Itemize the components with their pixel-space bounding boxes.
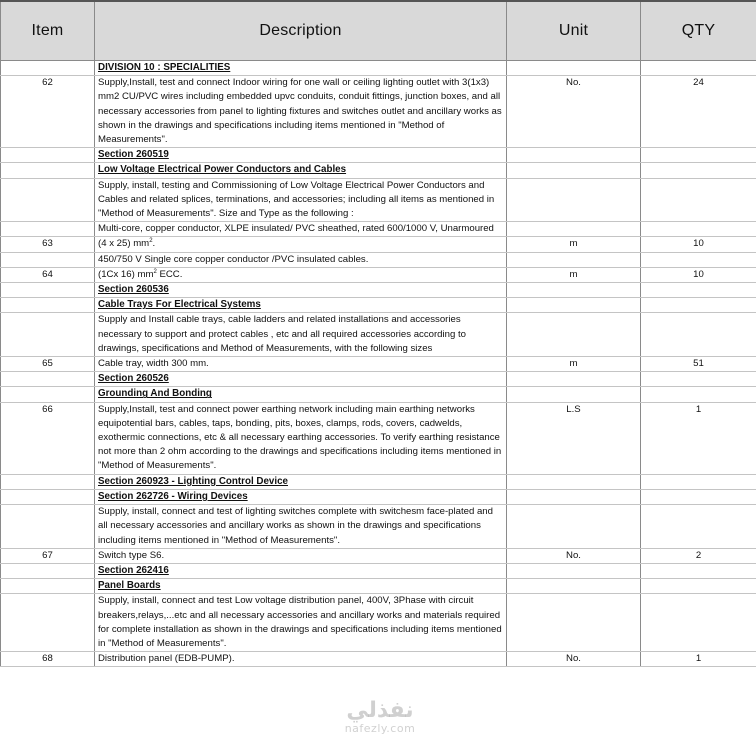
- section-heading: Grounding And Bonding: [98, 388, 212, 400]
- description-text: 450/750 V Single core copper conductor /PVC insulated cables.: [98, 253, 369, 265]
- item-number-cell: [1, 252, 95, 267]
- section-heading-cell: [95, 163, 507, 178]
- section-heading: Section 260526: [98, 373, 169, 385]
- item-number-cell: [1, 178, 95, 222]
- header-qty: QTY: [641, 1, 756, 61]
- section-heading: Low Voltage Electrical Power Conductors and Cables: [98, 164, 347, 176]
- section-heading: Section 262416: [98, 564, 169, 576]
- description-cell: [95, 594, 507, 652]
- description-text: Distribution panel (EDB-PUMP).: [98, 653, 235, 665]
- section-heading: DIVISION 10 : SPECIALITIES: [98, 62, 231, 73]
- table-row: [1, 237, 756, 252]
- item-number-cell: [1, 594, 95, 652]
- watermark: [330, 700, 430, 735]
- table-row: [1, 61, 756, 76]
- item-number-cell: [1, 387, 95, 402]
- qty-cell: [641, 313, 756, 357]
- description-suffix: ECC.: [156, 268, 183, 280]
- description-cell: [95, 313, 507, 357]
- table-row: [1, 563, 756, 578]
- header-row: [1, 1, 756, 61]
- description-text: Supply, install, connect and test Low voltage distribution panel, 400V, 3Phase with circuit breakers,relays,...etc and all necessary accessories and ancillary works and materials required for complete installation as shown in the drawings and specifications including items mentioned in "Method of Measurements".: [98, 595, 502, 649]
- item-number-cell: 63: [1, 237, 95, 252]
- table-row: [1, 652, 756, 667]
- table-row: [1, 357, 756, 372]
- unit-cell: [507, 505, 641, 549]
- description-cell: [95, 237, 507, 252]
- section-heading: Section 260519: [98, 149, 169, 161]
- unit-cell: L.S: [507, 402, 641, 474]
- qty-cell: [641, 594, 756, 652]
- unit-cell: No.: [507, 76, 641, 148]
- header-description: Description: [95, 1, 507, 61]
- section-heading: Section 262726 - Wiring Devices: [98, 490, 248, 502]
- item-number-cell: [1, 298, 95, 313]
- table-row: [1, 594, 756, 652]
- unit-cell: [507, 222, 641, 237]
- item-number-cell: [1, 61, 95, 76]
- description-text: (1Cx 16) mm: [98, 268, 154, 280]
- table-row: [1, 474, 756, 489]
- item-number-cell: [1, 579, 95, 594]
- section-heading-cell: [95, 148, 507, 163]
- section-heading: Section 260536: [98, 284, 169, 296]
- table-row: [1, 298, 756, 313]
- description-cell: [95, 267, 507, 282]
- table-row: [1, 252, 756, 267]
- description-text: Switch type S6.: [98, 549, 165, 561]
- qty-cell: 10: [641, 237, 756, 252]
- section-heading-cell: [95, 387, 507, 402]
- table-row: [1, 222, 756, 237]
- description-cell: [95, 548, 507, 563]
- qty-cell: 10: [641, 267, 756, 282]
- qty-cell: [641, 298, 756, 313]
- item-number-cell: 65: [1, 357, 95, 372]
- unit-cell: m: [507, 267, 641, 282]
- item-number-cell: [1, 313, 95, 357]
- qty-cell: 2: [641, 548, 756, 563]
- unit-cell: [507, 313, 641, 357]
- section-heading-cell: [95, 563, 507, 578]
- qty-cell: 24: [641, 76, 756, 148]
- unit-cell: [507, 372, 641, 387]
- section-heading: Section 260923 - Lighting Control Device: [98, 475, 288, 487]
- section-heading: Cable Trays For Electrical Systems: [98, 299, 261, 311]
- unit-superscript: 2: [153, 268, 157, 275]
- qty-cell: [641, 283, 756, 298]
- section-heading-cell: [95, 61, 507, 76]
- unit-cell: [507, 579, 641, 594]
- table-row: [1, 387, 756, 402]
- unit-cell: No.: [507, 548, 641, 563]
- unit-cell: [507, 61, 641, 76]
- description-text: Supply,Install, test and connect power earthing network including main earthing networks equipotential bars, cables, taps, bonding, pits, boxes, clamps, rods, covers, cadwelds, exothermic connections, etc & all necessary earthing accessories. To verify earthing resistance not more than 2 ohm according to the drawings and specifications including items mentioned in "Method of Measurements".: [98, 403, 502, 472]
- watermark-url: nafezly.com: [344, 722, 416, 735]
- description-cell: [95, 222, 507, 237]
- item-number-cell: 64: [1, 267, 95, 282]
- table-row: [1, 579, 756, 594]
- unit-cell: m: [507, 357, 641, 372]
- unit-cell: [507, 148, 641, 163]
- description-text: Supply, install, connect and test of lighting switches complete with switchesm face-plated and all necessary accessories and ancillary works as shown in the drawings and specifications including items mentioned in "Method of Measurements".: [98, 506, 493, 546]
- table-row: [1, 148, 756, 163]
- unit-cell: [507, 283, 641, 298]
- description-cell: [95, 402, 507, 474]
- item-number-cell: [1, 489, 95, 504]
- section-heading-cell: [95, 372, 507, 387]
- description-suffix: .: [152, 238, 156, 250]
- table-row: [1, 402, 756, 474]
- header-item: Item: [1, 1, 95, 61]
- table-row: [1, 489, 756, 504]
- header-unit: Unit: [507, 1, 641, 61]
- qty-cell: [641, 474, 756, 489]
- unit-cell: [507, 474, 641, 489]
- item-number-cell: [1, 505, 95, 549]
- section-heading-cell: [95, 298, 507, 313]
- unit-cell: m: [507, 237, 641, 252]
- table-row: [1, 76, 756, 148]
- description-text: Cable tray, width 300 mm.: [98, 358, 209, 370]
- unit-cell: [507, 594, 641, 652]
- qty-cell: [641, 222, 756, 237]
- item-number-cell: 68: [1, 652, 95, 667]
- qty-cell: [641, 372, 756, 387]
- unit-cell: [507, 489, 641, 504]
- unit-cell: [507, 298, 641, 313]
- unit-cell: [507, 387, 641, 402]
- qty-cell: [641, 163, 756, 178]
- item-number-cell: [1, 222, 95, 237]
- qty-cell: [641, 387, 756, 402]
- description-text: (4 x 25) mm: [98, 238, 150, 250]
- unit-cell: [507, 252, 641, 267]
- item-number-cell: 62: [1, 76, 95, 148]
- description-text: Supply,Install, test and connect Indoor wiring for one wall or ceiling lighting outlet with 3(1x3) mm2 CU/PVC wires including embedded upvc conduits, conduit fittings, junction boxes, and all necessary accessories from panel to lighting fixtures and switches outlet and ancillary works as shown in the drawings and specifications including items mentioned in "Method of Measurements".: [98, 77, 502, 146]
- qty-cell: 1: [641, 652, 756, 667]
- table-row: [1, 313, 756, 357]
- item-number-cell: [1, 283, 95, 298]
- item-number-cell: [1, 163, 95, 178]
- item-number-cell: 66: [1, 402, 95, 474]
- qty-cell: [641, 252, 756, 267]
- item-number-cell: [1, 474, 95, 489]
- qty-cell: 1: [641, 402, 756, 474]
- item-number-cell: 67: [1, 548, 95, 563]
- unit-cell: [507, 163, 641, 178]
- description-cell: [95, 76, 507, 148]
- qty-cell: [641, 489, 756, 504]
- description-cell: [95, 652, 507, 667]
- description-cell: [95, 178, 507, 222]
- item-number-cell: [1, 148, 95, 163]
- qty-cell: [641, 148, 756, 163]
- qty-cell: [641, 178, 756, 222]
- table-row: [1, 372, 756, 387]
- table-row: [1, 505, 756, 549]
- description-text: Multi-core, copper conductor, XLPE insulated/ PVC sheathed, rated 600/1000 V, Unarmoured: [98, 223, 494, 235]
- table-row: [1, 283, 756, 298]
- section-heading-cell: [95, 474, 507, 489]
- description-cell: [95, 505, 507, 549]
- item-number-cell: [1, 372, 95, 387]
- qty-cell: 51: [641, 357, 756, 372]
- section-heading-cell: [95, 489, 507, 504]
- table-row: [1, 163, 756, 178]
- description-text: Supply and Install cable trays, cable ladders and related installations and accessories necessary to support and protect cables , etc and all required accessories according to drawings, specifications and Method of Measurements, with the following sizes: [98, 314, 466, 354]
- table-row: [1, 267, 756, 282]
- unit-cell: No.: [507, 652, 641, 667]
- unit-cell: [507, 178, 641, 222]
- table-row: [1, 548, 756, 563]
- description-cell: [95, 357, 507, 372]
- qty-cell: [641, 61, 756, 76]
- section-heading-cell: [95, 579, 507, 594]
- table-body: [1, 61, 756, 667]
- item-number-cell: [1, 563, 95, 578]
- section-heading: Panel Boards: [98, 580, 161, 592]
- description-cell: [95, 252, 507, 267]
- qty-cell: [641, 579, 756, 594]
- unit-cell: [507, 563, 641, 578]
- watermark-logo: نفذلي: [346, 698, 414, 723]
- table-row: [1, 178, 756, 222]
- qty-cell: [641, 563, 756, 578]
- section-heading-cell: [95, 283, 507, 298]
- description-text: Supply, install, testing and Commissioning of Low Voltage Electrical Power Conductors and Cables and related splices, terminations, and accessories; including all items as mentioned in "Method of Measurements". Size and Type as the following :: [98, 179, 495, 220]
- unit-superscript: 2: [149, 238, 153, 245]
- qty-cell: [641, 505, 756, 549]
